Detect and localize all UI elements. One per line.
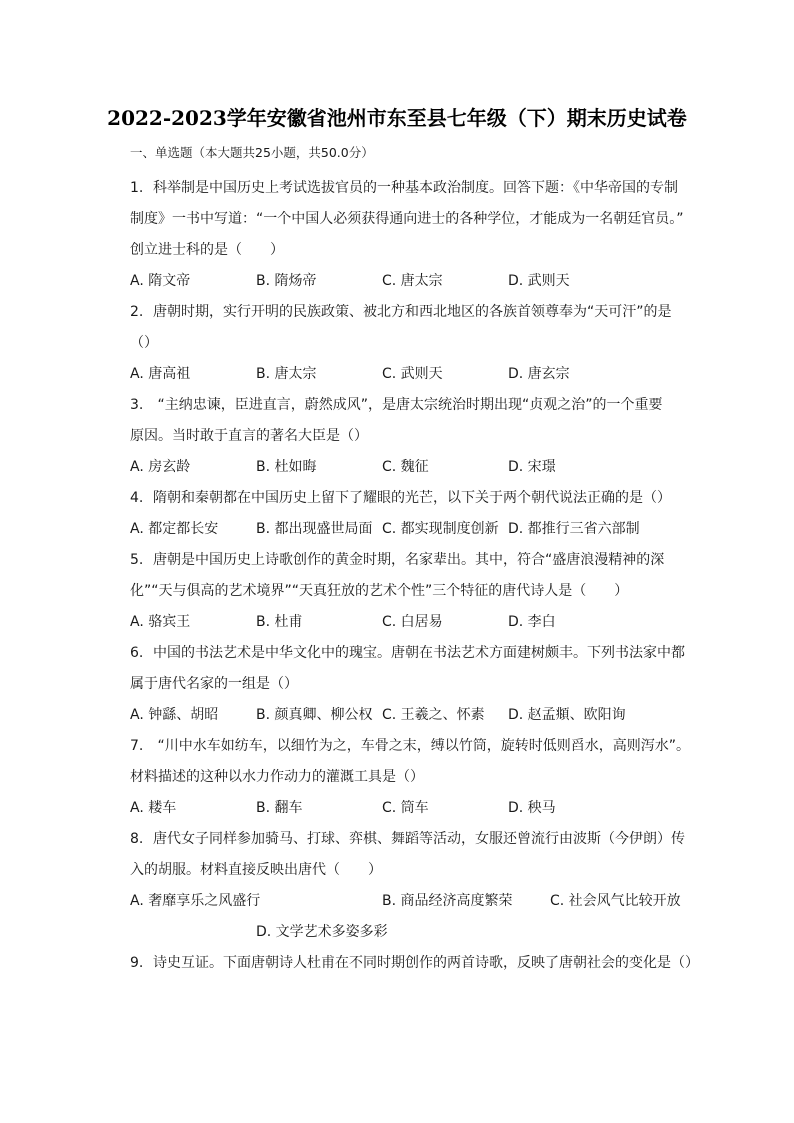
question-9-stem (130, 948, 699, 979)
question-7-stem (130, 731, 690, 762)
question-3-stem-cont (130, 421, 690, 452)
option-b[interactable]: B. 隋炀帝 (256, 273, 317, 289)
question-text: 创立进士科的是（ ） (130, 242, 284, 258)
question-1-stem (130, 173, 690, 204)
exam-title: 2022-2023学年安徽省池州市东至县七年级（下）期末历史试卷 (107, 106, 687, 130)
question-text: “主纳忠谏，臣进直言，蔚然成风”，是唐太宗统治时期出现“贞观之治”的一个重要 (153, 397, 663, 413)
question-7-stem-cont (130, 762, 690, 793)
option-d[interactable]: D. 赵孟頫、欧阳询 (508, 707, 626, 723)
question-6-stem (130, 638, 690, 669)
option-a[interactable]: A. 房玄龄 (130, 459, 191, 475)
option-c[interactable]: C. 筒车 (382, 800, 429, 816)
question-number: 8. (130, 831, 144, 847)
question-2-stem-cont (130, 328, 690, 359)
question-8-options-row1 (130, 886, 690, 917)
question-number: 5. (130, 552, 144, 568)
option-b[interactable]: B. 唐太宗 (256, 366, 317, 382)
option-c[interactable]: C. 都实现制度创新 (382, 521, 499, 537)
question-number: 9. (130, 955, 144, 971)
question-text: 原因。当时敢于直言的著名大臣是（） (130, 428, 368, 444)
question-1-options (130, 266, 690, 297)
option-b[interactable]: B. 杜甫 (256, 614, 303, 630)
question-text: 诗史互证。下面唐朝诗人杜甫在不同时期创作的两首诗歌，反映了唐朝社会的变化是（） (153, 955, 699, 971)
option-b[interactable]: B. 杜如晦 (256, 459, 317, 475)
option-b[interactable]: B. 颜真卿、柳公权 (256, 707, 373, 723)
section-heading: 一、单选题（本大题共25小题，共50.0分） (130, 145, 374, 160)
question-number: 3. (130, 397, 144, 413)
question-8-stem (130, 824, 690, 855)
question-2-stem (130, 297, 690, 328)
question-text: 隋朝和秦朝都在中国历史上留下了耀眼的光芒，以下关于两个朝代说法正确的是（） (153, 490, 671, 506)
question-number: 7. (130, 738, 144, 754)
option-d[interactable]: D. 文学艺术多姿多彩 (256, 924, 388, 940)
question-text: 唐代女子同样参加骑马、打球、弈棋、舞蹈等活动，女服还曾流行由波斯（今伊朗）传 (153, 831, 685, 847)
question-1-stem-cont (130, 235, 690, 266)
question-6-options (130, 700, 690, 731)
question-text: 属于唐代名家的一组是（） (130, 676, 298, 692)
option-b[interactable]: B. 翻车 (256, 800, 303, 816)
option-c[interactable]: C. 魏征 (382, 459, 429, 475)
option-c[interactable]: C. 白居易 (382, 614, 443, 630)
question-list (130, 173, 699, 979)
option-c[interactable]: C. 唐太宗 (382, 273, 443, 289)
option-a[interactable]: A. 奢靡享乐之风盛行 (130, 893, 261, 909)
question-text: 唐朝是中国历史上诗歌创作的黄金时期，名家辈出。其中，符合“盛唐浪漫精神的深 (153, 552, 665, 568)
question-4-stem (130, 483, 690, 514)
question-1-stem-cont (130, 204, 690, 235)
question-8-stem-cont (130, 855, 690, 886)
question-text: 入的胡服。材料直接反映出唐代（ ） (130, 862, 382, 878)
option-a[interactable]: A. 钟繇、胡昭 (130, 707, 219, 723)
question-number: 4. (130, 490, 144, 506)
option-a[interactable]: A. 耧车 (130, 800, 177, 816)
question-5-options (130, 607, 690, 638)
question-5-stem-cont (130, 576, 690, 607)
option-d[interactable]: D. 秧马 (508, 800, 556, 816)
question-4-options (130, 514, 690, 545)
option-a[interactable]: A. 骆宾王 (130, 614, 191, 630)
question-text: （） (130, 335, 158, 351)
question-8-options-row2 (130, 917, 690, 948)
option-d[interactable]: D. 宋璟 (508, 459, 556, 475)
option-d[interactable]: D. 都推行三省六部制 (508, 521, 640, 537)
option-b[interactable]: B. 都出现盛世局面 (256, 521, 373, 537)
question-text: 中国的书法艺术是中华文化中的瑰宝。唐朝在书法艺术方面建树颇丰。下列书法家中都 (153, 645, 685, 661)
option-d[interactable]: D. 李白 (508, 614, 556, 630)
option-a[interactable]: A. 隋文帝 (130, 273, 191, 289)
option-b[interactable]: B. 商品经济高度繁荣 (382, 893, 513, 909)
question-text: 科举制是中国历史上考试选拔官员的一种基本政治制度。回答下题：《中华帝国的专制 (153, 180, 678, 196)
question-text: 制度》一书中写道：“一个中国人必须获得通向进士的各种学位，才能成为一名朝廷官员。” (130, 211, 684, 227)
option-d[interactable]: D. 武则天 (508, 273, 570, 289)
question-2-options (130, 359, 690, 390)
question-text: 材料描述的这种以水力作动力的灌溉工具是（） (130, 769, 424, 785)
question-number: 6. (130, 645, 144, 661)
question-7-options (130, 793, 690, 824)
question-text: 化”“天与俱高的艺术境界”“天真狂放的艺术个性”三个特征的唐代诗人是（ ） (130, 583, 629, 599)
option-a[interactable]: A. 都定都长安 (130, 521, 219, 537)
option-d[interactable]: D. 唐玄宗 (508, 366, 570, 382)
option-a[interactable]: A. 唐高祖 (130, 366, 191, 382)
question-text: 唐朝时期，实行开明的民族政策、被北方和西北地区的各族首领尊奉为“天可汗”的是 (153, 304, 672, 320)
question-text: “川中水车如纺车，以细竹为之，车骨之末，缚以竹筒，旋转时低则舀水，高则泻水”。 (153, 738, 690, 754)
option-c[interactable]: C. 王羲之、怀素 (382, 707, 485, 723)
option-c[interactable]: C. 社会风气比较开放 (550, 893, 681, 909)
question-5-stem (130, 545, 690, 576)
question-number: 2. (130, 304, 144, 320)
question-3-options (130, 452, 690, 483)
question-3-stem (130, 390, 690, 421)
question-number: 1. (130, 180, 144, 196)
question-6-stem-cont (130, 669, 690, 700)
option-c[interactable]: C. 武则天 (382, 366, 443, 382)
